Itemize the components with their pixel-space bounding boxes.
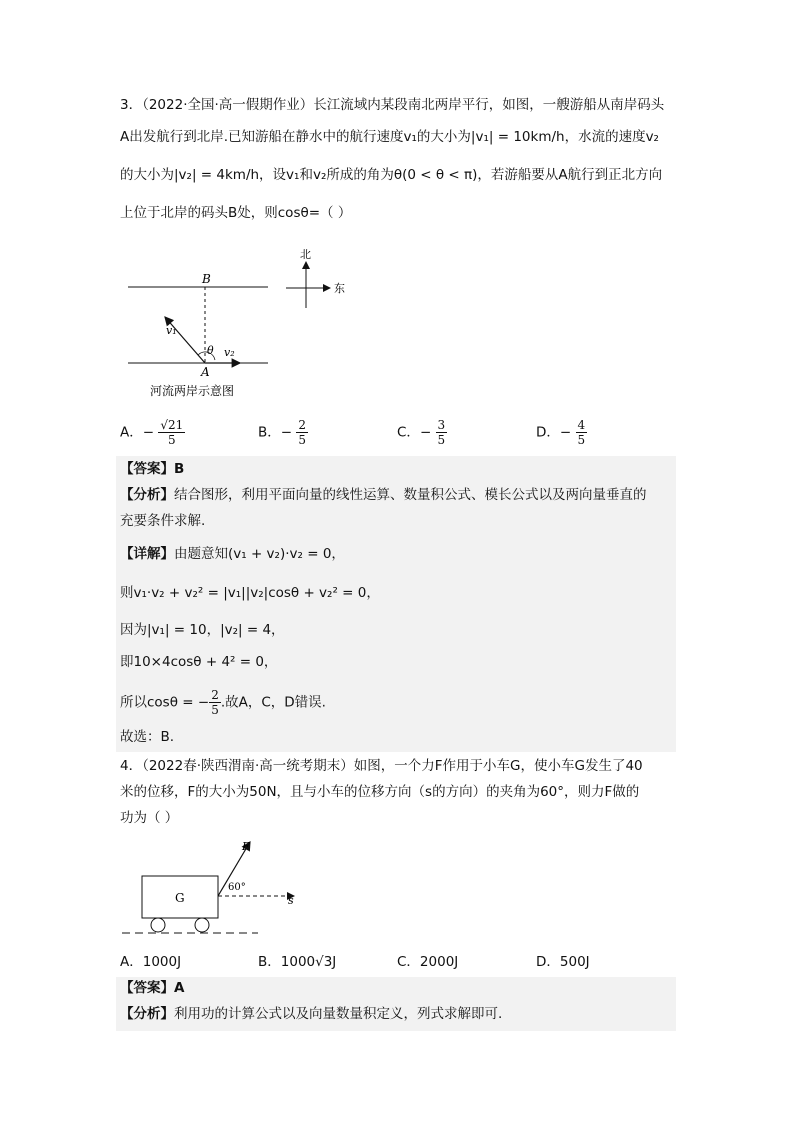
label-north: 北 (300, 248, 311, 261)
option-c-denominator: 5 (437, 433, 446, 447)
q3-text-line1: 3．（2022·全国·高一假期作业）长江流域内某段南北两岸平行，如图，一艘游船从南岸码头 (120, 97, 665, 113)
q3-text-line3: 的大小为|v₂| = 4km/h，设v₁和v₂所成的角为θ(0 < θ < π)，若游船要从A航行到正北方向 (120, 167, 663, 183)
cart-wheel-right (195, 918, 209, 932)
q4-option-c[interactable]: C．2000J (397, 954, 459, 970)
detail5-numerator: 2 (211, 688, 219, 702)
option-c-numerator: 3 (437, 418, 446, 432)
label-east: 东 (334, 282, 345, 295)
option-d-sign: − (559, 424, 572, 441)
q3-detail-line2: 则v₁·v₂ + v₂² = |v₁||v₂|cosθ + v₂² = 0， (120, 585, 380, 601)
q3-answer-line (120, 459, 184, 479)
option-d-fraction (576, 418, 588, 447)
option-a-label: A． (120, 424, 143, 441)
q4-answer-line (120, 978, 184, 998)
analysis-text: 利用功的计算公式以及向量数量积定义，列式求解即可. (174, 1006, 503, 1022)
label-force: F (242, 840, 250, 853)
answer-value: A (174, 980, 185, 996)
analysis-text: 结合图形，利用平面向量的线性运算、数量积公式、模长公式以及两向量垂直的 (174, 487, 647, 503)
answer-value: B (174, 461, 185, 477)
q4-text-line2: 米的位移，F的大小为50N，且与小车的位移方向（s的方向）的夹角为60°，则力F做的 (120, 784, 640, 800)
option-a-sign: − (142, 424, 155, 441)
option-d-numerator: 4 (577, 418, 586, 432)
cart-diagram (118, 838, 318, 938)
q3-detail-line6: 故选：B. (120, 729, 175, 745)
option-b-sign: − (280, 424, 293, 441)
q3-detail-line5 (120, 688, 326, 717)
q3-option-b[interactable] (258, 418, 308, 447)
label-cart: G (175, 891, 185, 905)
q4-analysis-line (120, 1004, 502, 1024)
label-b: B (202, 272, 211, 286)
detail-tag: 【详解】 (120, 546, 174, 562)
q4-option-b[interactable]: B．1000√3J (258, 954, 337, 970)
q3-detail-line4: 即10×4cosθ + 4² = 0， (120, 654, 278, 670)
answer-tag: 【答案】 (120, 980, 174, 996)
option-c-label: C． (397, 424, 420, 441)
option-a-denominator: 5 (168, 433, 176, 447)
option-c-fraction (436, 418, 448, 447)
q3-text-line2: A出发航行到北岸.已知游船在静水中的航行速度v₁的大小为|v₁| = 10km/h，水流的速度v₂ (120, 129, 659, 145)
q4-text-line3: 功为（ ） (120, 810, 179, 826)
answer-tag: 【答案】 (120, 461, 174, 477)
label-displacement: s (288, 894, 294, 907)
detail5-denominator: 5 (211, 703, 219, 717)
q3-text-line4: 上位于北岸的码头B处，则cosθ=（ ） (120, 205, 352, 221)
detail5-fraction (209, 688, 221, 717)
option-d-denominator: 5 (577, 433, 586, 447)
label-v1: v₁ (166, 324, 177, 337)
river-diagram (120, 240, 360, 405)
option-a-fraction (158, 418, 185, 447)
q3-analysis-line2: 充要条件求解. (120, 513, 206, 529)
q3-option-a[interactable] (120, 418, 185, 447)
q3-detail-line1 (120, 544, 345, 564)
label-v2: v₂ (224, 346, 235, 359)
analysis-tag: 【分析】 (120, 487, 174, 503)
option-a-numerator: √21 (160, 418, 184, 432)
label-a: A (201, 365, 210, 379)
q3-option-d[interactable] (536, 418, 587, 447)
cart-wheel-left (151, 918, 165, 932)
analysis-tag: 【分析】 (120, 1006, 174, 1022)
option-b-denominator: 5 (298, 433, 307, 447)
q3-option-c[interactable] (397, 418, 447, 447)
q4-text-line1: 4．（2022春·陕西渭南·高一统考期末）如图，一个力F作用于小车G，使小车G发生了40 (120, 758, 643, 774)
figure-caption: 河流两岸示意图 (150, 384, 235, 398)
detail-text: 由题意知(v₁ + v₂)·v₂ = 0， (174, 546, 345, 562)
option-b-fraction (296, 418, 308, 447)
detail5-suffix: .故A，C，D错误. (220, 694, 326, 711)
option-d-label: D． (536, 424, 560, 441)
q4-option-d[interactable]: D．500J (536, 954, 590, 970)
q3-analysis-line1 (120, 485, 647, 505)
option-b-numerator: 2 (298, 418, 307, 432)
label-angle: 60° (228, 882, 246, 893)
q4-option-a[interactable]: A．1000J (120, 954, 182, 970)
detail5-prefix: 所以cosθ = − (120, 694, 210, 711)
option-b-label: B． (258, 424, 281, 441)
label-theta: θ (207, 344, 214, 357)
option-c-sign: − (419, 424, 432, 441)
q3-detail-line3: 因为|v₁| = 10，|v₂| = 4， (120, 622, 285, 638)
